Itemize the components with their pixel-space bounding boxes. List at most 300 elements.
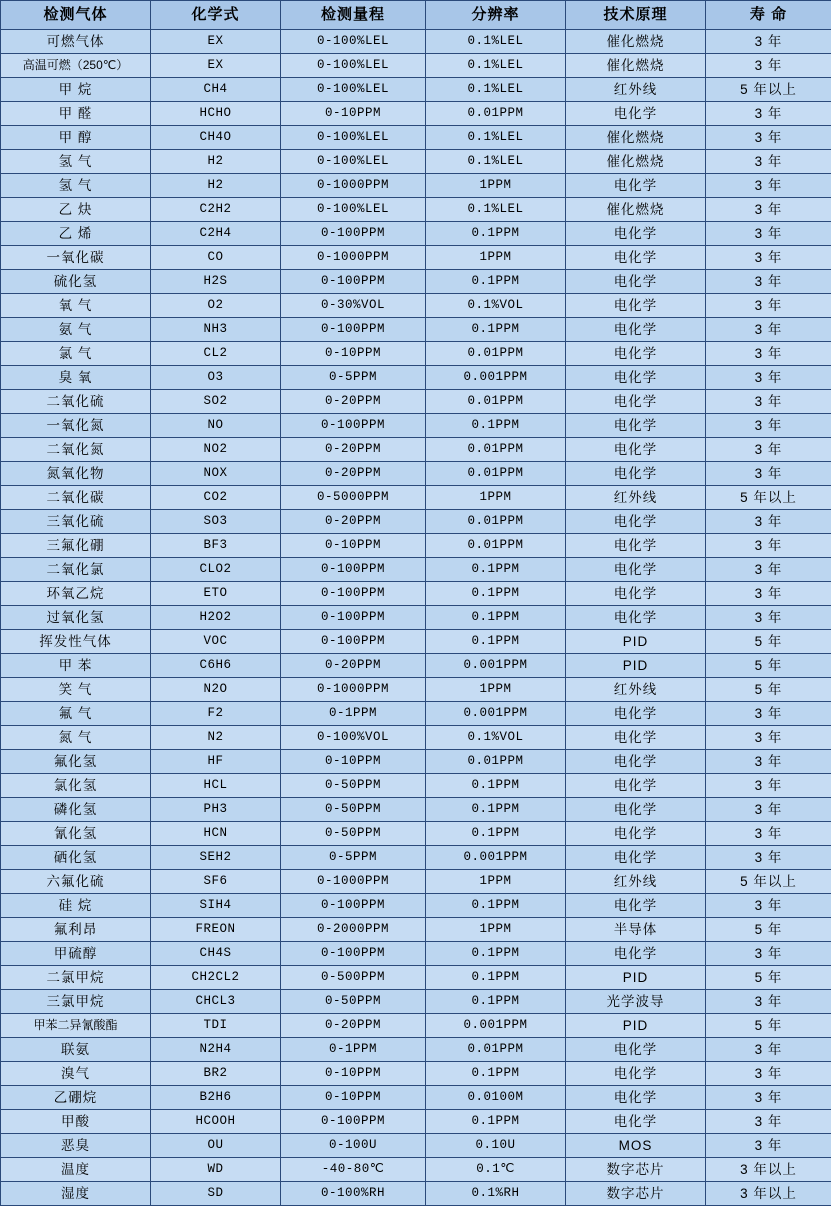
cell-range: 0-10PPM — [281, 1062, 426, 1086]
cell-resolution: 0.1PPM — [426, 1110, 566, 1134]
cell-formula: CHCL3 — [151, 990, 281, 1014]
cell-formula: CO — [151, 246, 281, 270]
cell-range: 0-100PPM — [281, 582, 426, 606]
cell-principle: 半导体 — [566, 918, 706, 942]
cell-range: 0-10PPM — [281, 1086, 426, 1110]
table-row — [1, 414, 831, 438]
cell-gas: 高温可燃（250℃） — [1, 54, 151, 78]
cell-principle: 数字芯片 — [566, 1158, 706, 1182]
cell-gas: 磷化氢 — [1, 798, 151, 822]
cell-formula: NOX — [151, 462, 281, 486]
table-row — [1, 366, 831, 390]
cell-lifetime: 5 年 — [706, 966, 831, 990]
cell-lifetime: 3 年 — [706, 270, 831, 294]
table-row — [1, 1014, 831, 1038]
cell-principle: 电化学 — [566, 414, 706, 438]
cell-principle: 电化学 — [566, 366, 706, 390]
cell-principle: 红外线 — [566, 78, 706, 102]
cell-range: 0-100PPM — [281, 1110, 426, 1134]
cell-principle: 电化学 — [566, 510, 706, 534]
cell-formula: PH3 — [151, 798, 281, 822]
cell-range: 0-10PPM — [281, 750, 426, 774]
cell-formula: NO — [151, 414, 281, 438]
cell-formula: C2H4 — [151, 222, 281, 246]
column-header-gas: 检测气体 — [1, 1, 151, 30]
cell-lifetime: 5 年以上 — [706, 78, 831, 102]
cell-lifetime: 3 年 — [706, 1086, 831, 1110]
cell-formula: O3 — [151, 366, 281, 390]
cell-gas: 乙 烯 — [1, 222, 151, 246]
cell-gas: 氧 气 — [1, 294, 151, 318]
cell-lifetime: 3 年 — [706, 102, 831, 126]
cell-gas: 二氧化碳 — [1, 486, 151, 510]
cell-formula: CO2 — [151, 486, 281, 510]
cell-formula: SO2 — [151, 390, 281, 414]
cell-formula: H2 — [151, 150, 281, 174]
cell-lifetime: 3 年 — [706, 390, 831, 414]
cell-gas: 臭 氧 — [1, 366, 151, 390]
cell-resolution: 0.001PPM — [426, 366, 566, 390]
cell-formula: ETO — [151, 582, 281, 606]
cell-resolution: 1PPM — [426, 486, 566, 510]
table-row — [1, 774, 831, 798]
cell-resolution: 0.1%VOL — [426, 294, 566, 318]
cell-lifetime: 5 年 — [706, 654, 831, 678]
table-row — [1, 822, 831, 846]
cell-principle: 电化学 — [566, 726, 706, 750]
table-body — [1, 30, 831, 1206]
cell-lifetime: 3 年 — [706, 222, 831, 246]
table-row — [1, 198, 831, 222]
cell-resolution: 0.0100M — [426, 1086, 566, 1110]
cell-lifetime: 3 年 — [706, 1134, 831, 1158]
cell-principle: 电化学 — [566, 1038, 706, 1062]
cell-resolution: 0.1PPM — [426, 966, 566, 990]
cell-range: 0-2000PPM — [281, 918, 426, 942]
table-row — [1, 126, 831, 150]
table-row — [1, 966, 831, 990]
table-header — [1, 1, 831, 30]
table-row — [1, 510, 831, 534]
cell-formula: CH4 — [151, 78, 281, 102]
cell-gas: 温度 — [1, 1158, 151, 1182]
cell-range: 0-1000PPM — [281, 870, 426, 894]
cell-formula: H2S — [151, 270, 281, 294]
cell-resolution: 0.1PPM — [426, 606, 566, 630]
cell-gas: 恶臭 — [1, 1134, 151, 1158]
column-header-resolution: 分辨率 — [426, 1, 566, 30]
cell-resolution: 0.10U — [426, 1134, 566, 1158]
cell-gas: 氢 气 — [1, 174, 151, 198]
table-row — [1, 894, 831, 918]
table-row — [1, 870, 831, 894]
cell-gas: 氯 气 — [1, 342, 151, 366]
cell-resolution: 0.1PPM — [426, 822, 566, 846]
table-row — [1, 342, 831, 366]
cell-formula: O2 — [151, 294, 281, 318]
cell-principle: 电化学 — [566, 558, 706, 582]
table-row — [1, 798, 831, 822]
cell-range: 0-50PPM — [281, 774, 426, 798]
cell-formula: HCOOH — [151, 1110, 281, 1134]
cell-formula: C6H6 — [151, 654, 281, 678]
cell-resolution: 0.01PPM — [426, 750, 566, 774]
cell-formula: CH4S — [151, 942, 281, 966]
cell-formula: CLO2 — [151, 558, 281, 582]
cell-formula: TDI — [151, 1014, 281, 1038]
cell-range: 0-20PPM — [281, 438, 426, 462]
cell-principle: 电化学 — [566, 942, 706, 966]
cell-gas: 乙硼烷 — [1, 1086, 151, 1110]
cell-gas: 挥发性气体 — [1, 630, 151, 654]
cell-resolution: 0.01PPM — [426, 510, 566, 534]
cell-gas: 溴气 — [1, 1062, 151, 1086]
cell-gas: 甲酸 — [1, 1110, 151, 1134]
cell-principle: 电化学 — [566, 342, 706, 366]
cell-formula: WD — [151, 1158, 281, 1182]
cell-resolution: 0.1%LEL — [426, 78, 566, 102]
cell-formula: N2H4 — [151, 1038, 281, 1062]
table-row — [1, 1062, 831, 1086]
cell-formula: SF6 — [151, 870, 281, 894]
cell-gas: 六氟化硫 — [1, 870, 151, 894]
cell-formula: N2 — [151, 726, 281, 750]
cell-formula: B2H6 — [151, 1086, 281, 1110]
column-header-formula: 化学式 — [151, 1, 281, 30]
table-row — [1, 558, 831, 582]
cell-range: 0-100PPM — [281, 942, 426, 966]
cell-gas: 氟化氢 — [1, 750, 151, 774]
cell-principle: 电化学 — [566, 246, 706, 270]
cell-lifetime: 3 年 — [706, 318, 831, 342]
cell-principle: 电化学 — [566, 390, 706, 414]
cell-range: 0-100PPM — [281, 606, 426, 630]
table-row — [1, 390, 831, 414]
cell-lifetime: 3 年 — [706, 294, 831, 318]
cell-range: 0-100PPM — [281, 558, 426, 582]
cell-range: 0-100%VOL — [281, 726, 426, 750]
cell-range: 0-5PPM — [281, 366, 426, 390]
cell-resolution: 0.1PPM — [426, 894, 566, 918]
cell-resolution: 1PPM — [426, 174, 566, 198]
cell-resolution: 0.01PPM — [426, 390, 566, 414]
cell-lifetime: 3 年 — [706, 726, 831, 750]
cell-resolution: 0.1PPM — [426, 414, 566, 438]
cell-resolution: 0.1PPM — [426, 990, 566, 1014]
cell-formula: CH4O — [151, 126, 281, 150]
table-row — [1, 294, 831, 318]
cell-resolution: 0.1PPM — [426, 318, 566, 342]
cell-lifetime: 3 年 — [706, 246, 831, 270]
cell-range: 0-100%LEL — [281, 78, 426, 102]
cell-resolution: 0.001PPM — [426, 1014, 566, 1038]
cell-range: 0-100%LEL — [281, 54, 426, 78]
table-row — [1, 30, 831, 54]
cell-principle: 电化学 — [566, 798, 706, 822]
cell-lifetime: 3 年 — [706, 366, 831, 390]
cell-lifetime: 3 年 — [706, 54, 831, 78]
cell-principle: 催化燃烧 — [566, 150, 706, 174]
table-row — [1, 918, 831, 942]
cell-range: 0-1PPM — [281, 1038, 426, 1062]
table-row — [1, 78, 831, 102]
cell-gas: 硅 烷 — [1, 894, 151, 918]
cell-lifetime: 3 年 — [706, 702, 831, 726]
cell-lifetime: 3 年 — [706, 894, 831, 918]
cell-principle: 电化学 — [566, 894, 706, 918]
table-row — [1, 1182, 831, 1206]
cell-principle: 电化学 — [566, 846, 706, 870]
table-row — [1, 726, 831, 750]
column-header-range: 检测量程 — [281, 1, 426, 30]
cell-resolution: 0.1PPM — [426, 942, 566, 966]
cell-resolution: 0.01PPM — [426, 102, 566, 126]
table-row — [1, 702, 831, 726]
cell-resolution: 0.1℃ — [426, 1158, 566, 1182]
cell-principle: 数字芯片 — [566, 1182, 706, 1206]
cell-lifetime: 3 年 — [706, 1038, 831, 1062]
cell-range: 0-20PPM — [281, 1014, 426, 1038]
column-header-principle: 技术原理 — [566, 1, 706, 30]
cell-principle: 红外线 — [566, 678, 706, 702]
table-header-row — [1, 1, 831, 30]
cell-gas: 甲 醛 — [1, 102, 151, 126]
cell-principle: 电化学 — [566, 438, 706, 462]
cell-range: 0-10PPM — [281, 342, 426, 366]
cell-lifetime: 3 年 — [706, 942, 831, 966]
table-row — [1, 1038, 831, 1062]
cell-resolution: 0.1PPM — [426, 558, 566, 582]
cell-lifetime: 5 年以上 — [706, 870, 831, 894]
cell-lifetime: 5 年 — [706, 630, 831, 654]
table-row — [1, 678, 831, 702]
table-row — [1, 582, 831, 606]
cell-principle: 电化学 — [566, 294, 706, 318]
table-row — [1, 942, 831, 966]
cell-formula: CH2CL2 — [151, 966, 281, 990]
cell-lifetime: 3 年 — [706, 414, 831, 438]
cell-resolution: 0.1PPM — [426, 798, 566, 822]
cell-range: 0-1000PPM — [281, 678, 426, 702]
cell-resolution: 0.1%RH — [426, 1182, 566, 1206]
cell-range: 0-20PPM — [281, 390, 426, 414]
cell-formula: EX — [151, 30, 281, 54]
table-row — [1, 630, 831, 654]
cell-formula: SIH4 — [151, 894, 281, 918]
cell-gas: 甲硫醇 — [1, 942, 151, 966]
cell-gas: 氯化氢 — [1, 774, 151, 798]
cell-formula: HCHO — [151, 102, 281, 126]
cell-formula: N2O — [151, 678, 281, 702]
cell-range: 0-5PPM — [281, 846, 426, 870]
cell-gas: 氰化氢 — [1, 822, 151, 846]
cell-formula: C2H2 — [151, 198, 281, 222]
table-row — [1, 174, 831, 198]
cell-principle: 电化学 — [566, 702, 706, 726]
cell-range: 0-100PPM — [281, 630, 426, 654]
cell-lifetime: 3 年 — [706, 990, 831, 1014]
cell-lifetime: 5 年 — [706, 1014, 831, 1038]
cell-lifetime: 3 年 — [706, 606, 831, 630]
cell-principle: 电化学 — [566, 582, 706, 606]
table-row — [1, 462, 831, 486]
cell-formula: EX — [151, 54, 281, 78]
cell-lifetime: 5 年 — [706, 918, 831, 942]
cell-gas: 硒化氢 — [1, 846, 151, 870]
cell-lifetime: 3 年 — [706, 534, 831, 558]
cell-range: 0-10PPM — [281, 534, 426, 558]
table-row — [1, 1086, 831, 1110]
cell-principle: 电化学 — [566, 270, 706, 294]
cell-formula: HF — [151, 750, 281, 774]
cell-resolution: 0.01PPM — [426, 342, 566, 366]
cell-lifetime: 3 年 — [706, 510, 831, 534]
cell-range: 0-20PPM — [281, 510, 426, 534]
cell-range: 0-100%LEL — [281, 126, 426, 150]
cell-gas: 过氧化氢 — [1, 606, 151, 630]
cell-formula: HCN — [151, 822, 281, 846]
cell-resolution: 0.1%LEL — [426, 198, 566, 222]
table-row — [1, 1134, 831, 1158]
cell-range: 0-30%VOL — [281, 294, 426, 318]
cell-gas: 三氟化硼 — [1, 534, 151, 558]
cell-resolution: 0.1PPM — [426, 1062, 566, 1086]
cell-gas: 二氧化氯 — [1, 558, 151, 582]
cell-lifetime: 3 年 — [706, 822, 831, 846]
cell-gas: 乙 炔 — [1, 198, 151, 222]
cell-gas: 湿度 — [1, 1182, 151, 1206]
cell-range: 0-100PPM — [281, 270, 426, 294]
cell-principle: PID — [566, 966, 706, 990]
table-row — [1, 750, 831, 774]
table-row — [1, 606, 831, 630]
cell-gas: 三氧化硫 — [1, 510, 151, 534]
cell-gas: 氮氧化物 — [1, 462, 151, 486]
cell-lifetime: 3 年 — [706, 774, 831, 798]
cell-principle: 红外线 — [566, 486, 706, 510]
cell-range: -40-80℃ — [281, 1158, 426, 1182]
cell-formula: OU — [151, 1134, 281, 1158]
cell-range: 0-100%LEL — [281, 198, 426, 222]
cell-range: 0-100U — [281, 1134, 426, 1158]
cell-range: 0-20PPM — [281, 462, 426, 486]
cell-range: 0-1000PPM — [281, 246, 426, 270]
cell-range: 0-20PPM — [281, 654, 426, 678]
cell-gas: 二氯甲烷 — [1, 966, 151, 990]
cell-gas: 氟 气 — [1, 702, 151, 726]
cell-lifetime: 3 年以上 — [706, 1158, 831, 1182]
cell-resolution: 0.01PPM — [426, 462, 566, 486]
cell-gas: 甲 醇 — [1, 126, 151, 150]
cell-resolution: 0.001PPM — [426, 702, 566, 726]
cell-range: 0-100PPM — [281, 894, 426, 918]
cell-principle: 电化学 — [566, 606, 706, 630]
cell-resolution: 0.1%LEL — [426, 30, 566, 54]
column-header-lifetime: 寿 命 — [706, 1, 831, 30]
cell-formula: H2 — [151, 174, 281, 198]
cell-gas: 可燃气体 — [1, 30, 151, 54]
table-row — [1, 1158, 831, 1182]
cell-principle: 红外线 — [566, 870, 706, 894]
cell-principle: PID — [566, 630, 706, 654]
cell-principle: 电化学 — [566, 222, 706, 246]
cell-principle: MOS — [566, 1134, 706, 1158]
table-row — [1, 150, 831, 174]
cell-range: 0-50PPM — [281, 990, 426, 1014]
cell-resolution: 0.1PPM — [426, 270, 566, 294]
cell-principle: 电化学 — [566, 822, 706, 846]
cell-range: 0-50PPM — [281, 798, 426, 822]
cell-lifetime: 3 年 — [706, 174, 831, 198]
cell-formula: F2 — [151, 702, 281, 726]
cell-resolution: 1PPM — [426, 678, 566, 702]
cell-gas: 氢 气 — [1, 150, 151, 174]
table-row — [1, 222, 831, 246]
cell-resolution: 0.1PPM — [426, 630, 566, 654]
cell-resolution: 0.1%VOL — [426, 726, 566, 750]
table-row — [1, 438, 831, 462]
cell-range: 0-100%LEL — [281, 150, 426, 174]
cell-lifetime: 3 年 — [706, 30, 831, 54]
cell-gas: 甲苯二异氰酸酯 — [1, 1014, 151, 1038]
table-row — [1, 486, 831, 510]
cell-range: 0-100PPM — [281, 318, 426, 342]
cell-lifetime: 3 年 — [706, 1062, 831, 1086]
cell-resolution: 0.01PPM — [426, 1038, 566, 1062]
cell-principle: 电化学 — [566, 750, 706, 774]
cell-range: 0-100%LEL — [281, 30, 426, 54]
cell-resolution: 0.1PPM — [426, 774, 566, 798]
cell-resolution: 0.01PPM — [426, 438, 566, 462]
cell-lifetime: 3 年 — [706, 846, 831, 870]
cell-gas: 笑 气 — [1, 678, 151, 702]
cell-formula: CL2 — [151, 342, 281, 366]
cell-range: 0-500PPM — [281, 966, 426, 990]
cell-principle: 电化学 — [566, 174, 706, 198]
cell-gas: 硫化氢 — [1, 270, 151, 294]
table-row — [1, 654, 831, 678]
cell-lifetime: 3 年 — [706, 558, 831, 582]
cell-gas: 甲 烷 — [1, 78, 151, 102]
cell-lifetime: 3 年 — [706, 342, 831, 366]
table-row — [1, 246, 831, 270]
cell-gas: 三氯甲烷 — [1, 990, 151, 1014]
cell-range: 0-5000PPM — [281, 486, 426, 510]
cell-gas: 一氧化氮 — [1, 414, 151, 438]
cell-principle: 电化学 — [566, 102, 706, 126]
table-row — [1, 1110, 831, 1134]
cell-lifetime: 3 年 — [706, 1110, 831, 1134]
table-row — [1, 846, 831, 870]
cell-range: 0-1PPM — [281, 702, 426, 726]
cell-resolution: 0.001PPM — [426, 846, 566, 870]
cell-lifetime: 3 年 — [706, 750, 831, 774]
cell-range: 0-1000PPM — [281, 174, 426, 198]
cell-principle: 电化学 — [566, 1110, 706, 1134]
cell-formula: H2O2 — [151, 606, 281, 630]
cell-principle: PID — [566, 1014, 706, 1038]
table-row — [1, 54, 831, 78]
cell-resolution: 0.1PPM — [426, 582, 566, 606]
cell-formula: VOC — [151, 630, 281, 654]
cell-gas: 联氨 — [1, 1038, 151, 1062]
cell-resolution: 0.1%LEL — [426, 54, 566, 78]
cell-formula: SEH2 — [151, 846, 281, 870]
cell-resolution: 0.1%LEL — [426, 126, 566, 150]
cell-range: 0-100PPM — [281, 414, 426, 438]
table-row — [1, 318, 831, 342]
cell-formula: SD — [151, 1182, 281, 1206]
